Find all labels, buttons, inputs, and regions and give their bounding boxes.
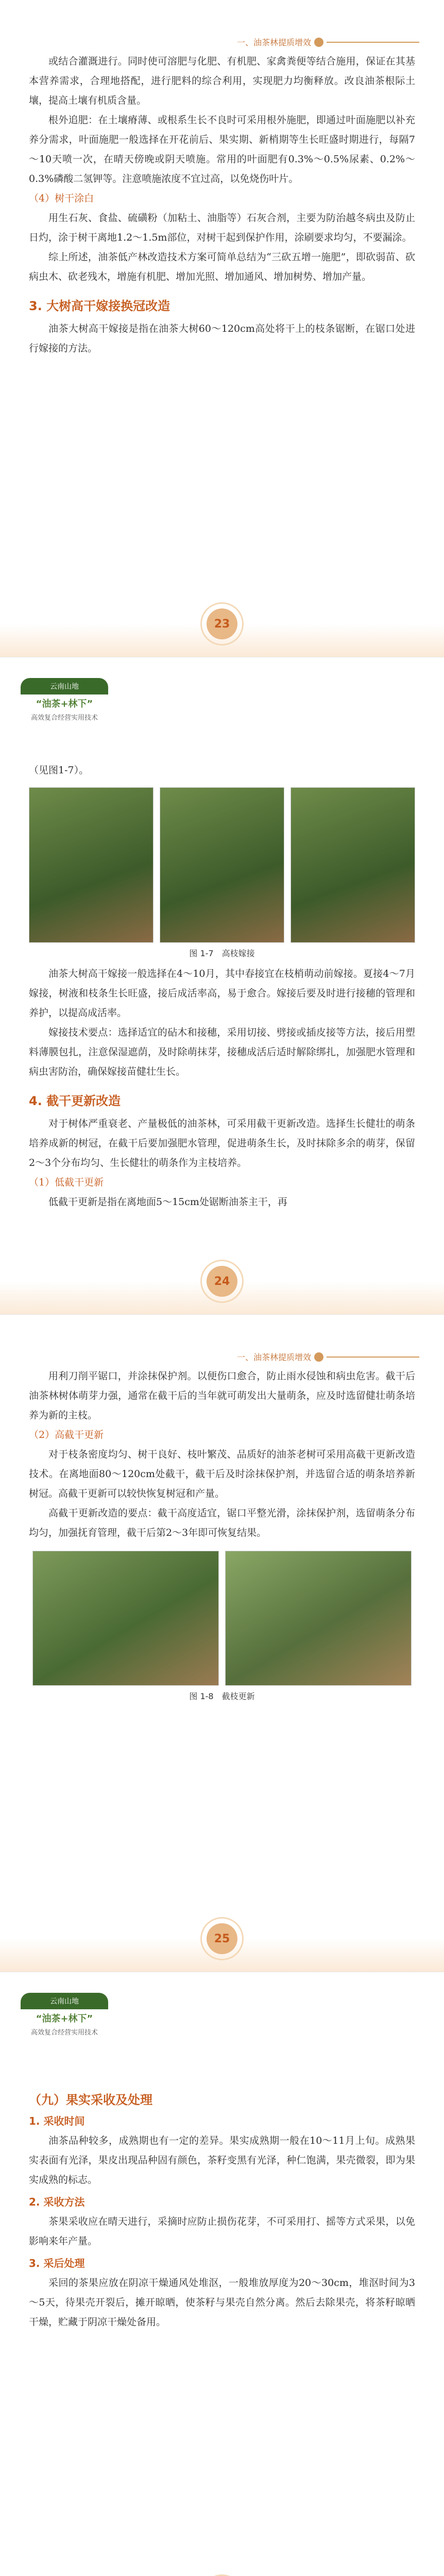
paragraph: 用利刀削平锯口，并涂抹保护剂。以便伤口愈合，防止雨水侵蚀和病虫危害。截干后油茶林树体萌芽力强，通常在截干后的当年就可萌发出大量萌条，应及时选留健壮萌条培养为新的主枝。 xyxy=(29,1370,415,1421)
running-header xyxy=(237,36,419,48)
page-number xyxy=(207,608,237,639)
paragraph: 嫁接技术要点：选择适宜的砧木和接穗，采用切接、劈接或插皮接等方法，接后用塑料薄膜包扎，注意保湿遮荫，及时除萌抹芽，接穗成活后适时解除绑扎，加强肥水管理和病虫害防治，确保嫁接苗健壮生长。 xyxy=(29,1027,415,1077)
badge-main: “油茶+林下” xyxy=(36,2013,93,2024)
badge-sub: 高效复合经营实用技术 xyxy=(30,714,98,722)
page-26 xyxy=(0,1972,444,2576)
figure-caption: 图 1-8 截枝更新 xyxy=(189,1691,255,1701)
paragraph: 用生石灰、食盐、硫磺粉（加粘土、油脂等）石灰合剂，主要为防治越冬病虫及防止日灼，涂于树干离地1.2～1.5m部位，对树干起到保护作用，涂刷要求均匀，不要漏涂。 xyxy=(29,212,415,243)
leaf-icon xyxy=(314,1352,323,1362)
photo xyxy=(29,787,153,943)
leaf-icon xyxy=(314,38,323,47)
figure-caption: 图 1-7 高枝嫁接 xyxy=(189,948,255,958)
paragraph: （见图1-7）。 xyxy=(29,765,89,776)
badge-sub: 高效复合经营实用技术 xyxy=(30,2029,98,2037)
badge-main: “油茶+林下” xyxy=(36,699,93,709)
badge-top: 云南山地 xyxy=(21,1993,108,2009)
subheading: （1）低截干更新 xyxy=(29,1177,104,1188)
page-number-text: 23 xyxy=(214,617,230,631)
photo xyxy=(291,787,415,943)
subheading: 2. 采收方法 xyxy=(29,2196,85,2208)
badge-top: 云南山地 xyxy=(21,678,108,694)
paragraph: 油茶大树高干嫁接一般选择在4～10月，其中春接宜在枝梢萌动前嫁接。夏接4～7月嫁接，树液和枝条生长旺盛，接后成活率高，易于愈合。嫁接后要及时进行接穗的管理和养护，以提高成活率。 xyxy=(29,968,415,1019)
page-24 xyxy=(0,657,444,1315)
paragraph: 低截干更新是指在离地面5～15cm处锯断油茶主干，再 xyxy=(48,1196,287,1208)
running-header xyxy=(237,1351,419,1363)
header-divider xyxy=(327,42,419,43)
paragraph: 综上所述，油茶低产林改造技术方案可简单总结为“三砍五增一施肥”，即砍弱苗、砍病虫木、砍老残木，增施有机肥、增加光照、增加通风、增加树势、增加产量。 xyxy=(29,251,415,282)
paragraph: 根外追肥：在土壤瘠薄、或根系生长不良时可采用根外施肥，即通过叶面施肥以补充养分需求，叶面施肥一般选择在开花前后、果实期、新梢期等生长旺盛时期进行，每隔7～10天喷一次，在晴天傍晚或阴天喷施。常用的叶面肥有0.3%～0.5%尿素、0.2%～0.3%磷酸二氢钾等。注意喷施浓度不宜过高，以免烧伤叶片。 xyxy=(29,114,415,184)
body xyxy=(0,1315,444,1702)
paragraph: 油茶品种较多，成熟期也有一定的差异。果实成熟期一般在10～11月上旬。成熟果实表面有光泽，果皮出现品种固有颜色，茶籽变黑有光泽，种仁饱满，果壳微裂，即为果实成熟的标志。 xyxy=(29,2135,415,2185)
header-divider xyxy=(327,1357,419,1358)
section-heading: 4. 截干更新改造 xyxy=(29,1094,121,1108)
page-25 xyxy=(0,1315,444,1972)
photo xyxy=(225,1551,412,1686)
section-heading: 3. 大树高干嫁接换冠改造 xyxy=(29,299,170,313)
paragraph: 油茶大树高干嫁接是指在油茶大树60～120cm高处将干上的枝条锯断，在锯口处进行嫁接的方法。 xyxy=(29,323,415,354)
section-heading: （九）果实采收及处理 xyxy=(29,2093,152,2107)
subheading: 1. 采收时间 xyxy=(29,2115,85,2127)
subheading: （4）树干涂白 xyxy=(29,193,94,204)
paragraph: 或结合灌溉进行。同时使可溶肥与化肥、有机肥、家禽粪便等结合施用，保证在其基本营养需求，合理地搭配，进行肥料的综合利用，实现肥力均衡释放。改良油茶根际土壤，提高土壤有机质含量。 xyxy=(29,56,415,106)
paragraph: 茶果采收应在晴天进行，采摘时应防止损伤花芽，不可采用打、摇等方式采果，以免影响来年产量。 xyxy=(29,2216,415,2247)
paragraph: 高截干更新改造的要点：截干高度适宜，锯口平整光滑，涂抹保护剂，选留萌条分布均匀，加强抚育管理，截干后第2～3年即可恢复结果。 xyxy=(29,1507,415,1538)
subheading: 3. 采后处理 xyxy=(29,2257,85,2269)
paragraph: 对于枝条密度均匀、树干良好、枝叶繁茂、品质好的油茶老树可采用高截干更新改造技术。在离地面80～120cm处截干，截干后及时涂抹保护剂，并选留合适的萌条培养新树冠。高截干更新可以较快恢复树冠和产量。 xyxy=(29,1449,415,1499)
paragraph: 采回的茶果应放在阴凉干燥通风处堆沤，一般堆放厚度为20～30cm，堆沤时间为3～5天，待果壳开裂后，摊开晾晒，使茶籽与果壳自然分离。然后去除果壳，将茶籽晾晒干燥，贮藏于阴凉干燥处备用。 xyxy=(29,2277,415,2328)
body xyxy=(0,657,444,1212)
photo xyxy=(32,1551,219,1686)
page-number xyxy=(207,1266,237,1297)
page-23 xyxy=(0,0,444,657)
page-number xyxy=(207,1923,237,1954)
page-number-text: 24 xyxy=(214,1275,230,1288)
figure-photos xyxy=(29,787,415,943)
subheading: （2）高截干更新 xyxy=(29,1429,104,1440)
paragraph: 对于树体严重衰老、产量极低的油茶林，可采用截干更新改造。选择生长健壮的萌条培养成新的树冠，在截干后要加强肥水管理，促进萌条生长，及时抹除多余的萌芽，保留2～3个分布均匀、生长健壮的萌条作为主枝培养。 xyxy=(29,1118,415,1168)
book-badge xyxy=(21,678,108,722)
header-text: 一、油茶林提质增效 xyxy=(236,1352,311,1362)
book-badge xyxy=(21,1993,108,2037)
body xyxy=(0,0,444,358)
figure-photos xyxy=(29,1551,415,1686)
photo xyxy=(160,787,284,943)
header-text: 一、油茶林提质增效 xyxy=(236,38,311,47)
page-number-text: 25 xyxy=(214,1932,230,1945)
